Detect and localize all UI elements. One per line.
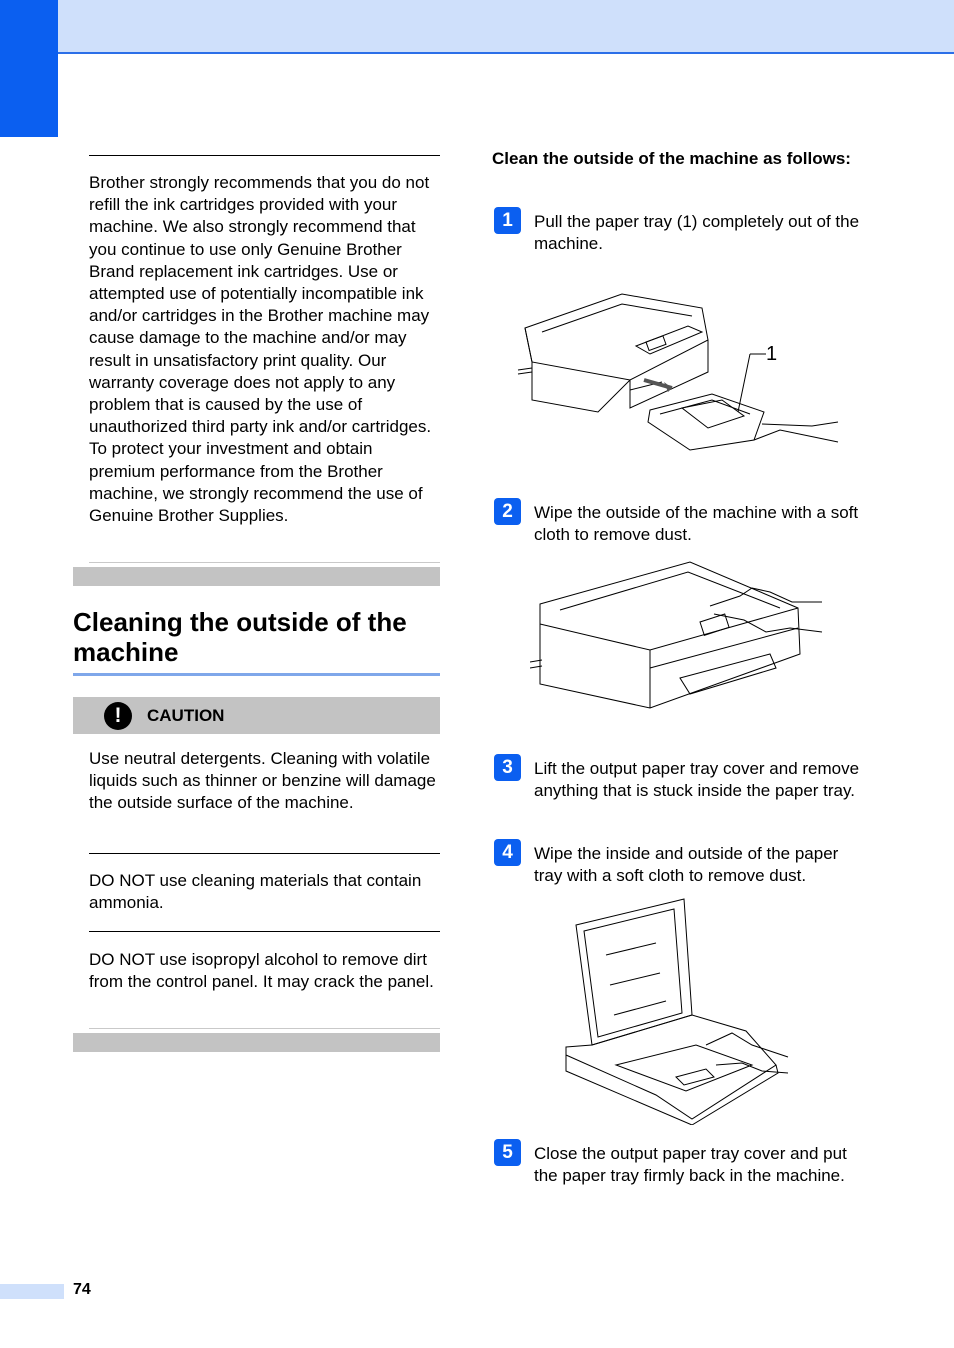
page-number-band	[0, 1284, 64, 1299]
note-end-bar	[73, 567, 440, 586]
step-text: Close the output paper tray cover and put the paper tray firmly back in the machine.	[534, 1144, 847, 1186]
paper-tray-cleaning-illustration	[556, 895, 796, 1125]
caution-divider	[89, 853, 440, 854]
step-text: Wipe the outside of the machine with a soft cloth to remove dust.	[534, 503, 859, 545]
page-number: 74	[73, 1281, 91, 1298]
step-text: Wipe the inside and outside of the paper tray with a soft cloth to remove dust.	[534, 844, 839, 886]
section-title: Cleaning the outside of the machine	[73, 607, 407, 667]
caution-divider	[89, 931, 440, 932]
step-number-badge: 4	[494, 839, 521, 866]
step-number-badge: 3	[494, 754, 521, 781]
steps-header: Clean the outside of the machine as follows:	[492, 149, 851, 168]
caution-item: DO NOT use cleaning materials that contain ammonia.	[89, 871, 422, 913]
note-text: Brother strongly recommends that you do not refill the ink cartridges provided with your machine. We also strongly recommend that you continue to use only Genuine Brother Brand replacement ink cartridges. Use or attempted use of potentially incompatible ink and/or cartridges in the Brother machine may cause damage to the machine and/or may result in unsatisfactory print quality. Our warranty coverage does not apply to any problem that is caused by the use of unauthorized third party ink and/or cartridges. To protect your investment and obtain premium performance from the Brother machine, we strongly recommend the use of Genuine Brother Supplies.	[89, 173, 432, 526]
paper-tray-removal-illustration	[512, 290, 842, 460]
step-text: Lift the output paper tray cover and remove anything that is stuck inside the paper tray.	[534, 759, 860, 801]
title-underline	[73, 673, 440, 676]
caution-item: DO NOT use isopropyl alcohol to remove dirt from the control panel. It may crack the panel.	[89, 950, 434, 992]
exclamation-icon: !	[104, 702, 132, 730]
step-text: Pull the paper tray (1) completely out of the machine.	[534, 212, 860, 254]
step-number-badge: 2	[494, 498, 521, 525]
caution-header	[73, 697, 440, 734]
figure-callout-number: 1	[766, 343, 778, 365]
caution-item: Use neutral detergents. Cleaning with volatile liquids such as thinner or benzine will damage the outside surface of the machine.	[89, 749, 436, 813]
caution-bottom-rule	[89, 1028, 440, 1029]
caution-end-bar	[73, 1033, 440, 1052]
header-band	[0, 0, 954, 54]
caution-label: CAUTION	[147, 706, 225, 725]
wiping-machine-illustration	[530, 558, 830, 738]
step-number-badge: 5	[494, 1139, 521, 1166]
note-bottom-rule	[89, 562, 440, 563]
note-top-rule	[89, 155, 440, 156]
step-number-badge: 1	[494, 207, 521, 234]
chapter-tab	[0, 0, 58, 137]
